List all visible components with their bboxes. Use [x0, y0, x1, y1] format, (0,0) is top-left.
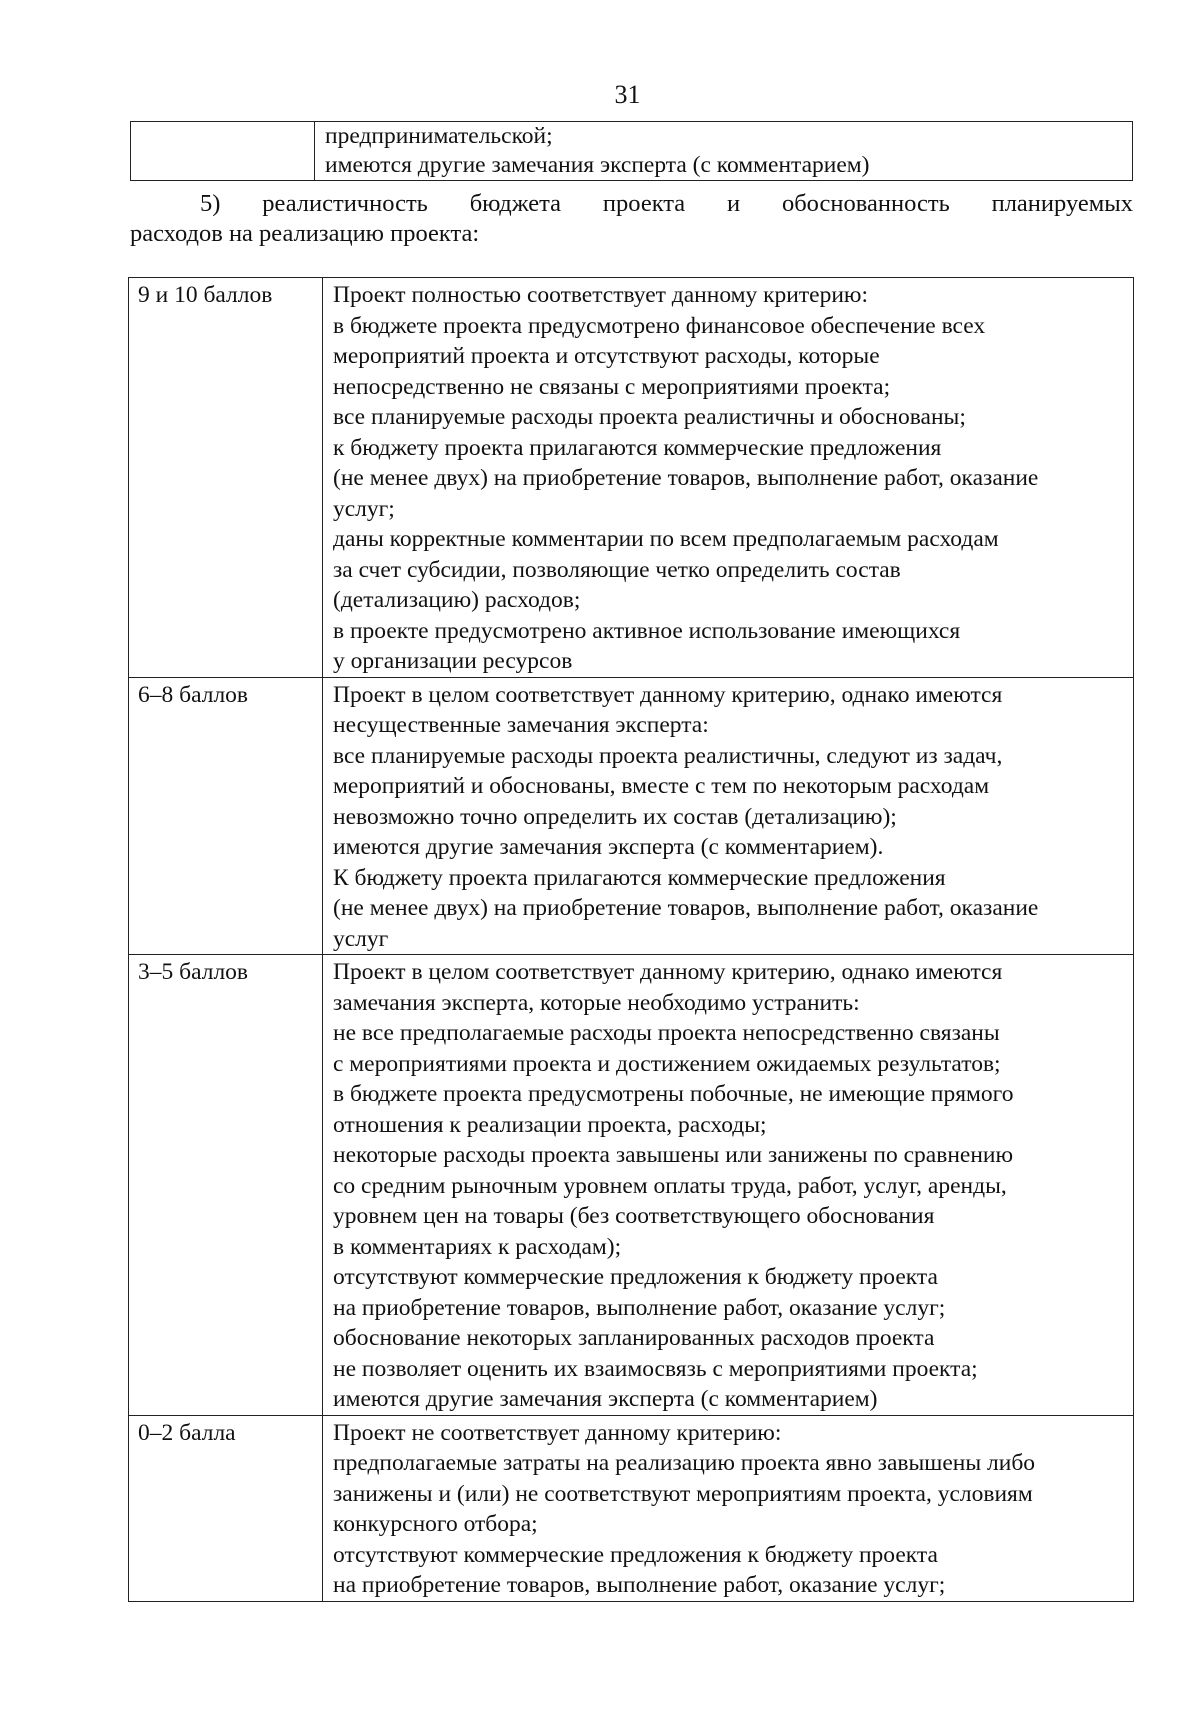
description-cell	[323, 278, 1134, 678]
text-line: не все предполагаемые расходы проекта непосредственно связаны	[333, 1020, 1000, 1046]
criterion-word: 5)	[200, 190, 221, 217]
description-cell	[315, 122, 1133, 181]
text-line: в бюджете проекта предусмотрено финансовое обеспечение всех	[333, 312, 986, 339]
table-row	[129, 955, 1134, 1416]
text-line: в проекте предусмотрено активное использование имеющихся	[333, 617, 961, 644]
text-line: обоснование некоторых запланированных расходов проекта	[333, 1325, 935, 1351]
text-line: даны корректные комментарии по всем предполагаемым расходам	[333, 526, 999, 552]
text-line: все планируемые расходы проекта реалистичны, следуют из задач,	[333, 742, 1003, 769]
text-line: за счет субсидии, позволяющие четко определить состав	[333, 556, 901, 583]
description-cell	[323, 955, 1134, 1416]
text-line: (не менее двух) на приобретение товаров, выполнение работ, оказание	[333, 895, 1039, 921]
text-line: невозможно точно определить их состав (детализацию);	[333, 803, 897, 830]
criterion-word: планируемых	[991, 190, 1133, 217]
text-line: все планируемые расходы проекта реалистичны и обоснованы;	[333, 404, 966, 430]
text-line: с мероприятиями проекта и достижением ожидаемых результатов;	[333, 1050, 1001, 1077]
text-line: конкурсного отбора;	[333, 1511, 538, 1537]
criterion-word: и	[727, 190, 741, 217]
criterion-word: реалистичность	[262, 190, 428, 217]
criterion-line-2: расходов на реализацию проекта:	[130, 220, 480, 247]
text-line: предпринимательской;	[325, 123, 553, 149]
text-line: отношения к реализации проекта, расходы;	[333, 1111, 767, 1138]
text-line: уровнем цен на товары (без соответствующего обоснования	[333, 1203, 935, 1229]
text-line: непосредственно не связаны с мероприятиями проекта;	[333, 373, 891, 400]
page-number: 31	[614, 80, 641, 109]
text-line: Проект в целом соответствует данному критерию, однако имеются	[333, 681, 1003, 708]
description-cell	[323, 677, 1134, 955]
text-line: отсутствуют коммерческие предложения к бюджету проекта	[333, 1541, 938, 1568]
text-line: мероприятий и обоснованы, вместе с тем по некоторым расходам	[333, 773, 990, 799]
text-line: на приобретение товаров, выполнение работ, оказание услуг;	[333, 1294, 946, 1321]
score-cell: 3–5 баллов	[129, 955, 323, 1416]
criterion-word: обоснованность	[781, 190, 950, 217]
text-line: в комментариях к расходам);	[333, 1233, 622, 1260]
text-line: предполагаемые затраты на реализацию проекта явно завышены либо	[333, 1450, 1036, 1476]
text-line: занижены и (или) не соответствуют мероприятиям проекта, условиям	[333, 1480, 1033, 1507]
table-row	[131, 122, 1133, 181]
score-cell: 0–2 балла	[129, 1415, 323, 1601]
continuation-table	[130, 121, 1133, 181]
text-line: мероприятий проекта и отсутствуют расходы, которые	[333, 343, 880, 369]
text-line: имеются другие замечания эксперта (с комментарием).	[333, 834, 884, 860]
text-line: отсутствуют коммерческие предложения к бюджету проекта	[333, 1264, 938, 1290]
criterion-word: проекта	[602, 190, 686, 217]
text-line: замечания эксперта, которые необходимо устранить:	[333, 989, 860, 1016]
text-line: услуг	[333, 925, 389, 952]
score-cell: 6–8 баллов	[129, 677, 323, 955]
text-line: к бюджету проекта прилагаются коммерческие предложения	[333, 434, 942, 461]
text-line: (детализацию) расходов;	[333, 587, 581, 613]
table-row	[129, 677, 1134, 955]
text-line: (не менее двух) на приобретение товаров, выполнение работ, оказание	[333, 465, 1039, 491]
text-line: на приобретение товаров, выполнение работ, оказание услуг;	[333, 1572, 946, 1598]
text-line: у организации ресурсов	[333, 648, 573, 674]
scoring-table	[128, 277, 1134, 1602]
text-line: некоторые расходы проекта завышены или занижены по сравнению	[333, 1142, 1014, 1168]
text-line: Проект полностью соответствует данному критерию:	[333, 282, 868, 308]
criterion-word: бюджета	[469, 190, 562, 217]
text-line: имеются другие замечания эксперта (с комментарием)	[325, 152, 870, 178]
text-line: несущественные замечания эксперта:	[333, 712, 709, 738]
table-row	[129, 278, 1134, 678]
criterion-line-1	[130, 189, 1133, 219]
description-cell	[323, 1415, 1134, 1601]
text-line: Проект не соответствует данному критерию:	[333, 1419, 782, 1446]
text-line: со средним рыночным уровнем оплаты труда, работ, услуг, аренды,	[333, 1172, 1007, 1199]
text-line: имеются другие замечания эксперта (с комментарием)	[333, 1386, 878, 1412]
text-line: услуг;	[333, 495, 395, 522]
text-line: К бюджету проекта прилагаются коммерческие предложения	[333, 864, 946, 891]
text-line: в бюджете проекта предусмотрены побочные, не имеющие прямого	[333, 1081, 1014, 1107]
table-row	[129, 1415, 1134, 1601]
score-cell: 9 и 10 баллов	[129, 278, 323, 678]
score-cell	[131, 122, 315, 181]
criterion-heading	[130, 189, 1133, 249]
text-line: Проект в целом соответствует данному критерию, однако имеются	[333, 959, 1003, 985]
text-line: не позволяет оценить их взаимосвязь с мероприятиями проекта;	[333, 1355, 978, 1382]
